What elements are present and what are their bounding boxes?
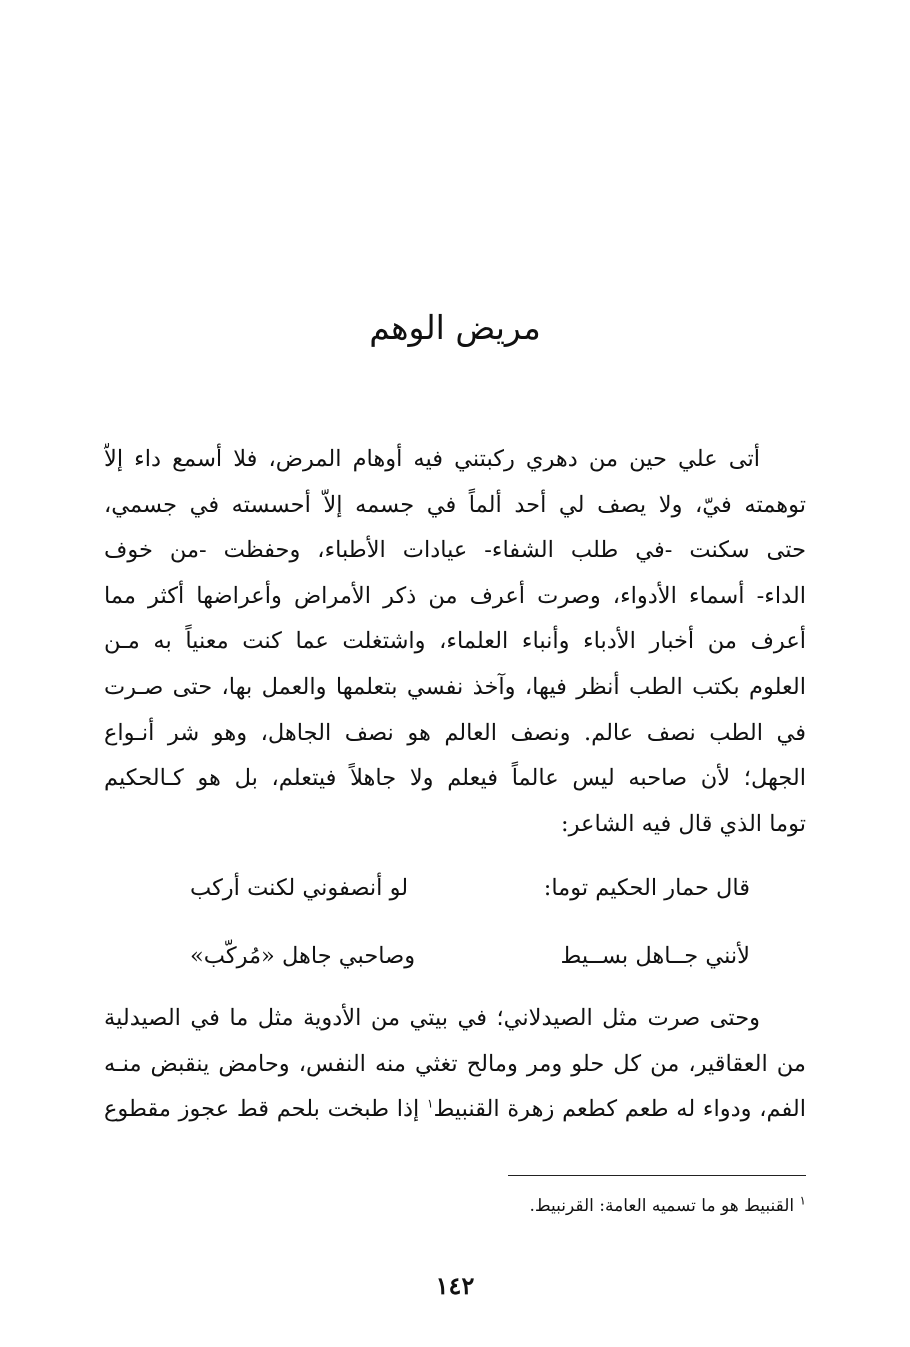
paragraph-line-segment: إذا طبخت بلحم قط عجوز مقطوع [104, 1096, 420, 1123]
paragraph-line: حتى سكنت -في طلب الشفاء- عيادات الأطباء، وحفظت -من خوف [104, 537, 806, 564]
paragraph-line: أتى علي حين من دهري ركبتني فيه أوهام المرض، فلا أسمع داء إلاّ [104, 446, 760, 472]
paragraph-line: العلوم بكتب الطب أنظر فيها، وآخذ نفسي بتعلمها والعمل بها، حتى صـرت [104, 673, 806, 700]
verse-second-hemistich: وصاحبي جاهل «مُركّب» [190, 943, 416, 969]
footnote [529, 1191, 806, 1221]
paragraph-line: الداء- أسماء الأدواء، وصرت أعرف من ذكر الأمراض وأعراضها أكثر مما [104, 582, 806, 609]
paragraph-line: أعرف من أخبار الأدباء وأنباء العلماء، واشتغلت عما كنت معنياً به مـن [104, 628, 806, 655]
footnote-text: القنبيط هو ما تسميه العامة: القرنبيط. [529, 1196, 795, 1216]
paragraph-line: في الطب نصف عالم. ونصف العالم هو نصف الجاهل، وهو شر أنـواع [104, 719, 806, 746]
paragraph-line: الجهل؛ لأن صاحبه ليس عالماً فيعلم ولا جاهلاً فيتعلم، بل هو كـالحكيم [104, 765, 806, 792]
verse-row [190, 866, 750, 934]
paragraph-line: توما الذي قال فيه الشاعر: [561, 810, 806, 837]
verse-row [190, 934, 750, 1002]
chapter-title: مريض الوهم [369, 308, 541, 347]
paragraph-2 [104, 996, 806, 1133]
paragraph-line: وحتى صرت مثل الصيدلاني؛ في بيتي من الأدوية مثل ما في الصيدلية [104, 1005, 760, 1031]
page-number: ١٤٢ [435, 1271, 475, 1300]
paragraph-line: من العقاقير، من كل حلو ومر ومالح تغثي منه النفس، وحامض ينقبض منـه [104, 1050, 806, 1077]
footnote-divider [508, 1175, 806, 1176]
verse-second-hemistich: لو أنصفوني لكنت أركب [190, 875, 409, 901]
paragraph-line: توهمته فيّ، ولا يصف لي أحد ألماً في جسمه إلاّ أحسسته في جسمي، [104, 491, 806, 518]
verse-first-hemistich: قال حمار الحكيم توما: [543, 875, 750, 901]
paragraph-1 [104, 437, 806, 847]
paragraph-line-segment: الفم، ودواء له طعم كطعم زهرة القنبيط [433, 1096, 806, 1123]
verse-first-hemistich: لأنني جــاهل بســيط [560, 943, 750, 969]
poem-verse [190, 866, 750, 1002]
paragraph-line [104, 1087, 806, 1133]
footnote-reference: ١ [426, 1096, 434, 1111]
footnote-marker: ١ [799, 1193, 806, 1208]
